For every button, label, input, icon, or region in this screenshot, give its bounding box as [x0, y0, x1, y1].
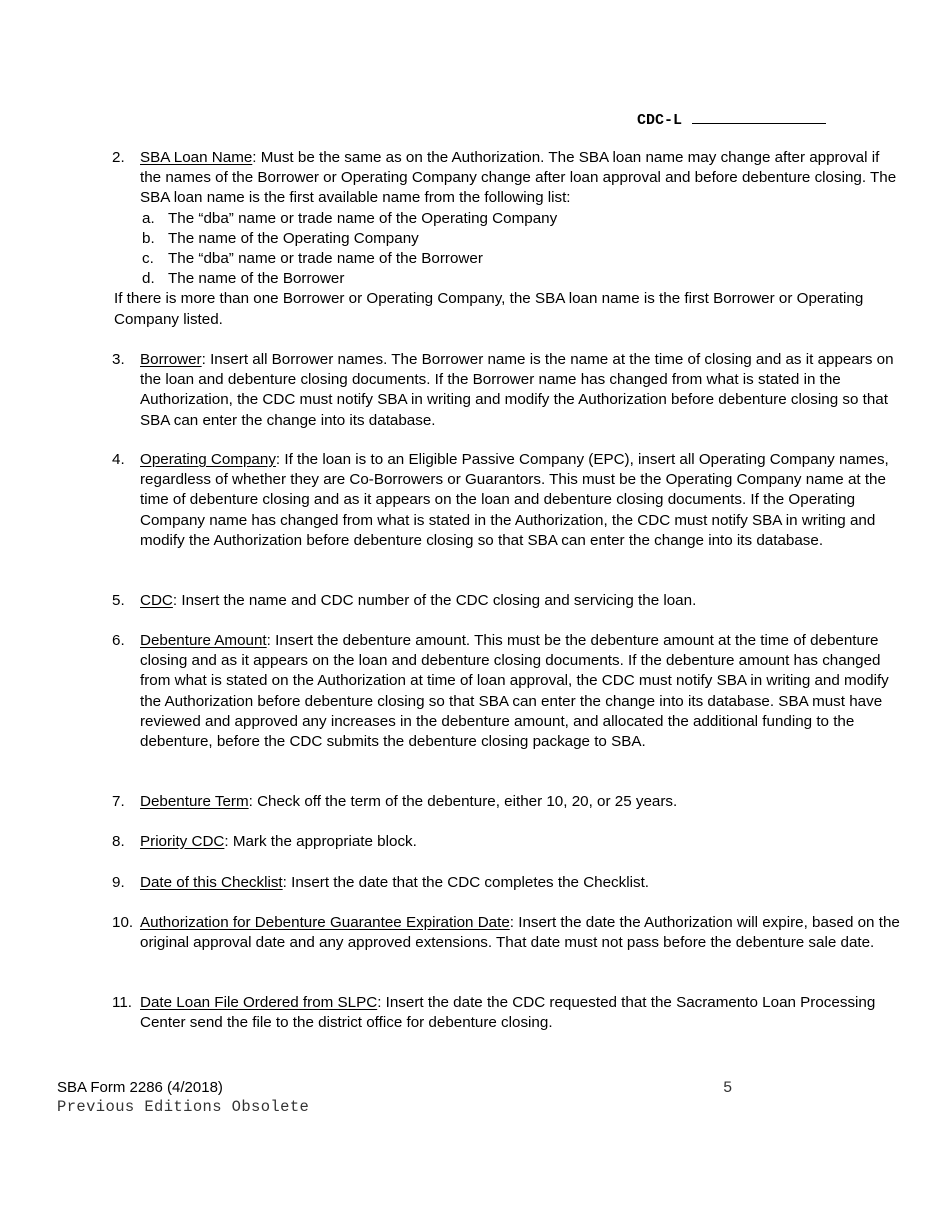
- list-item: [112, 631, 902, 752]
- item-title: Date of this Checklist: [140, 874, 283, 891]
- item-text: : Insert the debenture amount. This must be the debenture amount at the time of debenture closing and as it appears on the loan and debenture closing documents. If the debenture amount has changed from what is stated on the Authorization at time of loan approval, the CDC must notify SBA in writing and modify the Authorization before debenture closing so that SBA can enter the change into its database. SBA must have reviewed and approved any increases in the debenture amount, and allocated the additional funding to the debenture, before the CDC submits the debenture closing package to SBA.: [140, 632, 889, 751]
- list-item: [112, 350, 902, 431]
- item-number: 8.: [112, 833, 125, 850]
- item-number: 6.: [112, 632, 125, 649]
- footer-form-number: SBA Form 2286 (4/2018): [57, 1079, 223, 1096]
- sub-item: [112, 209, 902, 229]
- sub-item-letter: a.: [142, 209, 155, 227]
- item-number: 7.: [112, 793, 125, 810]
- item-title: Debenture Amount: [140, 632, 267, 649]
- sub-item-letter: d.: [142, 270, 155, 288]
- list-item: [112, 873, 902, 893]
- item-title: SBA Loan Name: [140, 149, 253, 166]
- item-title: CDC: [140, 592, 173, 609]
- cdc-l-blank-line: [692, 109, 826, 124]
- cdc-l-field: [637, 109, 826, 129]
- item-number: 4.: [112, 451, 125, 468]
- item-title: Authorization for Debenture Guarantee Expiration Date: [140, 914, 510, 931]
- sub-item: [112, 229, 902, 249]
- item-body: [140, 873, 902, 893]
- sub-item-text: The name of the Borrower: [168, 270, 345, 288]
- list-item: [112, 148, 902, 330]
- sub-item-letter: c.: [142, 250, 154, 268]
- list-item: [112, 792, 902, 812]
- item-body: [140, 832, 902, 852]
- item-text: : Insert the date the CDC requested that the Sacramento Loan Processing Center send the file to the district office for debenture closing.: [140, 994, 876, 1032]
- sub-item: [112, 249, 902, 269]
- item-body: [140, 148, 902, 209]
- item-text: : Insert the name and CDC number of the CDC closing and servicing the loan.: [172, 592, 697, 609]
- item-body: [140, 591, 902, 611]
- item-text: : If the loan is to an Eligible Passive Company (EPC), insert all Operating Company names, regardless of whether they are Co-Borrowers or Guarantors. This must be the Operating Company name at the time of debenture closing and as it appears on the loan and debenture closing documents. If the Operating Company name has changed from what is stated in the Authorization, the CDC must notify SBA in writing and modify the Authorization before debenture closing so that SBA can enter the change into its database.: [140, 451, 889, 549]
- sub-item-letter: b.: [142, 229, 155, 247]
- item-text: : Check off the term of the debenture, either 10, 20, or 25 years.: [248, 793, 678, 810]
- item-note: If there is more than one Borrower or Operating Company, the SBA loan name is the first Borrower or Operating Company listed.: [114, 290, 864, 328]
- page-number: 5: [723, 1079, 733, 1097]
- list-item: [112, 913, 902, 953]
- item-text: : Must be the same as on the Authorization. The SBA loan name may change after approval if the names of the Borrower or Operating Company change after loan approval and before debenture closing. The SBA loan name is the first available name from the following list:: [140, 149, 897, 207]
- sub-item-text: The name of the Operating Company: [168, 229, 419, 247]
- item-number: 3.: [112, 351, 125, 368]
- sub-item-text: The “dba” name or trade name of the Operating Company: [168, 209, 558, 227]
- item-number: 10.: [112, 914, 134, 931]
- item-title: Debenture Term: [140, 793, 249, 810]
- item-text: : Insert the date the Authorization will expire, based on the original approval date and any approved extensions. That date must not pass before the debenture sale date.: [140, 914, 900, 952]
- list-item: [112, 993, 902, 1033]
- item-number: 9.: [112, 874, 125, 891]
- item-text: : Mark the appropriate block.: [224, 833, 417, 850]
- footer-previous-editions: Previous Editions Obsolete: [57, 1098, 310, 1116]
- item-text: : Insert the date that the CDC completes the Checklist.: [282, 874, 650, 891]
- item-title: Borrower: [140, 351, 202, 368]
- item-body: [140, 913, 902, 953]
- cdc-l-label: CDC-L: [637, 112, 683, 129]
- item-body: [140, 792, 902, 812]
- list-item: [112, 450, 902, 551]
- item-number: 5.: [112, 592, 125, 609]
- item-text: : Insert all Borrower names. The Borrower name is the name at the time of closing and as it appears on the loan and debenture closing documents. If the Borrower name has changed from what is stated in the Authorization, the CDC must notify SBA in writing and modify the Authorization before debenture closing so that SBA can enter the change into its database.: [140, 351, 894, 429]
- sub-item-text: The “dba” name or trade name of the Borrower: [168, 250, 483, 268]
- item-body: [140, 993, 902, 1033]
- item-number: 2.: [112, 149, 125, 166]
- list-item: [112, 832, 902, 852]
- item-body: [140, 450, 902, 551]
- item-title: Operating Company: [140, 451, 276, 468]
- item-title: Priority CDC: [140, 833, 225, 850]
- item-body: [140, 350, 902, 431]
- item-number: 11.: [112, 994, 132, 1011]
- item-title: Date Loan File Ordered from SLPC: [140, 994, 378, 1011]
- item-body: [140, 631, 902, 752]
- list-item: [112, 591, 902, 611]
- sub-item: [112, 269, 902, 289]
